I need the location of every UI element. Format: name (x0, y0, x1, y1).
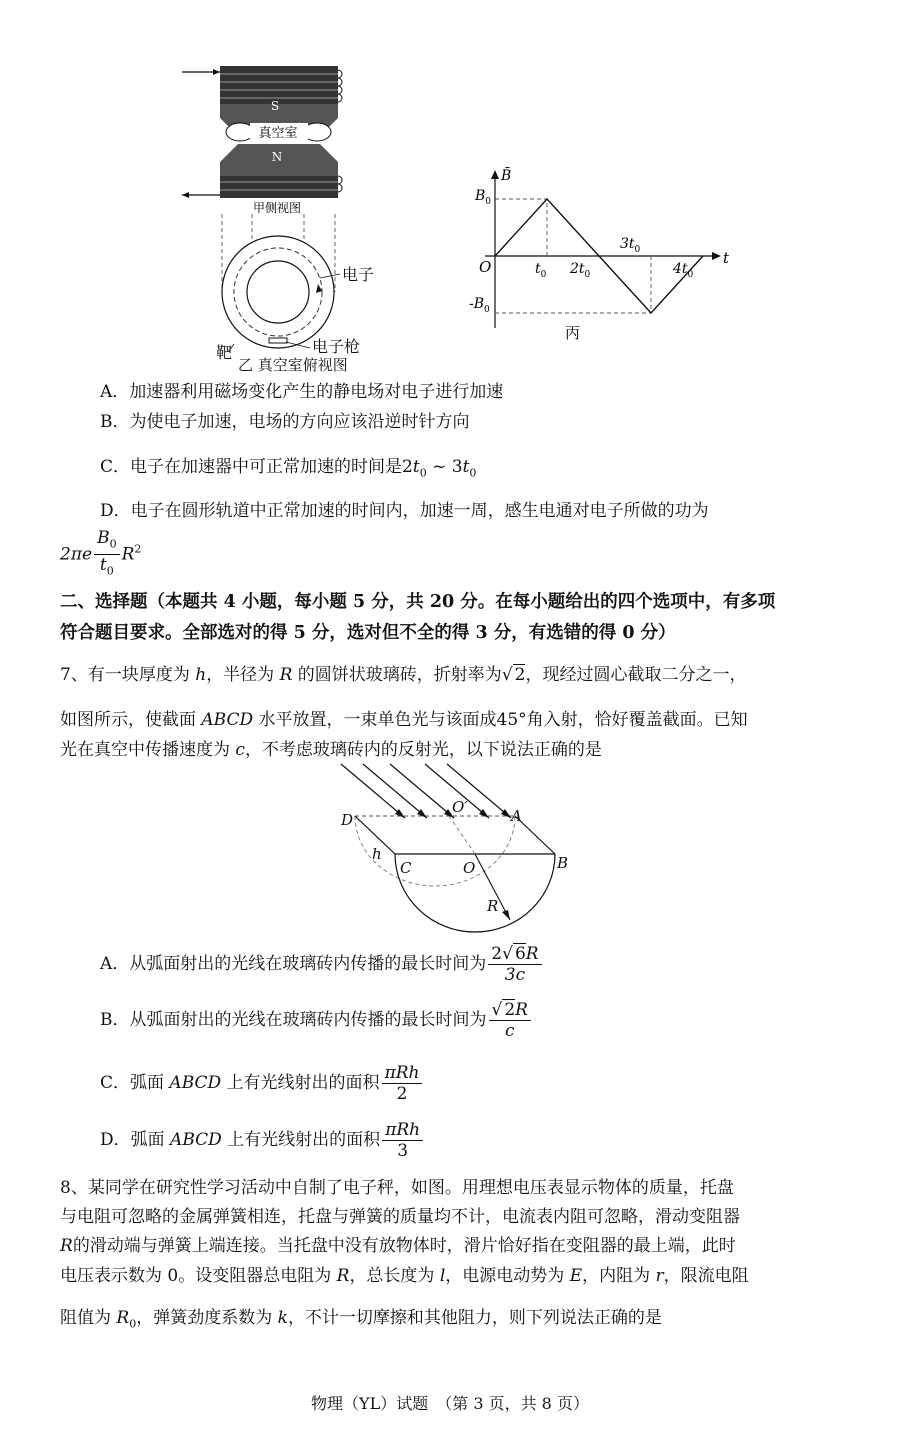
q6-option-d-formula: 2πe $\frac{B_0}{t_0}$ $R^2$ (60, 528, 142, 578)
label-B: B (557, 854, 569, 872)
label-C: C (400, 859, 412, 877)
electron-gun-label: 电子枪 (312, 337, 361, 356)
q6-option-b: B．为使电子加速，电场的方向应该沿逆时针方向 (100, 412, 470, 432)
label-A: A (511, 807, 522, 825)
figure-jia-caption: 甲侧视图 (252, 201, 302, 215)
tick-3t0: $3t_0$ (620, 236, 641, 255)
page-footer: 物理（YL）试题 （第 3 页，共 8 页） (311, 1394, 589, 1413)
tick-b0: $B_0$ (475, 188, 492, 207)
q8-stem-line4: 电压表示数为 0。设变阻器总电阻为 R，总长度为 l，电源电动势为 E，内阻为 r，限流电阻 (60, 1266, 749, 1286)
target-label: 靶 (216, 343, 233, 362)
label-D: D (341, 811, 354, 829)
q7-option-c: C．弧面 ABCD 上有光线射出的面积 $\frac{\text{πRh}}{2}$ (100, 1063, 424, 1104)
q8-stem-line5: 阻值为 $R_0$，弹簧劲度系数为 k，不计一切摩擦和其他阻力，则下列说法正确的是 (60, 1308, 662, 1331)
label-O-prime: O′ (452, 798, 468, 816)
q8-stem-line2: 与电阻可忽略的金属弹簧相连，托盘与弹簧的质量均不计，电流表内阻可忽略，滑动变阻器 (60, 1207, 740, 1227)
tick-neg-b0: $-B_0$ (469, 296, 490, 315)
label-R: R (487, 897, 499, 915)
figure-magnet-side-view (180, 62, 370, 362)
label-O: O (463, 859, 476, 877)
q7-stem-line2: 如图所示，使截面 ABCD 水平放置，一束单色光与该面成45°角入射，恰好覆盖截面。已知 (60, 710, 748, 730)
section2-heading-line1: 二、选择题（本题共 4 小题，每小题 5 分，共 20 分。在每小题给出的四个选项中，有多项 (60, 592, 776, 612)
tick-2t0: $2t_0$ (570, 261, 591, 280)
tick-4t0: $4t_0$ (673, 261, 694, 280)
pole-s-label: S (270, 99, 280, 113)
origin-label: O (479, 258, 492, 276)
y-axis-label: B̄ (501, 168, 512, 184)
q6-option-c: C．电子在加速器中可正常加速的时间是$2t_0$ ~ $3t_0$ (100, 457, 477, 480)
q7-option-d: D．弧面 ABCD 上有光线射出的面积 $\frac{\text{πRh}}{3}$ (100, 1120, 425, 1161)
section2-heading-line2: 符合题目要求。全部选对的得 5 分，选对但不全的得 3 分，有选错的得 0 分） (60, 623, 676, 643)
q8-stem-line3: R的滑动端与弹簧上端连接。当托盘中没有放物体时，滑片恰好指在变阻器的最上端，此时 (60, 1236, 736, 1256)
q7-option-b: B．从弧面射出的光线在玻璃砖内传播的最长时间为 $\frac{√ 2R}{c}$ (100, 1000, 533, 1041)
glass-brick-figure (335, 762, 575, 942)
q8-stem-line1: 8、某同学在研究性学习活动中自制了电子秤，如图。用理想电压表显示物体的质量，托盘 (60, 1178, 734, 1198)
q7-stem-line3: 光在真空中传播速度为 c，不考虑玻璃砖内的反射光，以下说法正确的是 (60, 740, 602, 760)
b-field-time-chart (465, 160, 735, 345)
electron-label: 电子 (342, 265, 375, 284)
q6-option-a: A．加速器利用磁场变化产生的静电场对电子进行加速 (100, 382, 504, 402)
vacuum-chamber-label: 真空室 (258, 126, 298, 141)
x-axis-label: t (723, 249, 730, 267)
label-h: h (372, 845, 382, 863)
figure-yi-caption: 乙 真空室俯视图 (238, 356, 348, 374)
pole-n-label: N (271, 150, 283, 164)
figure-bing-caption: 丙 (565, 324, 581, 342)
q6-option-d: D．电子在圆形轨道中正常加速的时间内，加速一周，感生电通对电子所做的功为 (100, 501, 709, 521)
q7-stem-line1: 7、有一块厚度为 h，半径为 R 的圆饼状玻璃砖，折射率为√ 2，现经过圆心截取二分之一， (60, 665, 747, 685)
tick-t0: $t_0$ (535, 261, 547, 280)
q7-option-a: A．从弧面射出的光线在玻璃砖内传播的最长时间为 $\frac{2√ 6R}{3c}$ (100, 944, 544, 985)
